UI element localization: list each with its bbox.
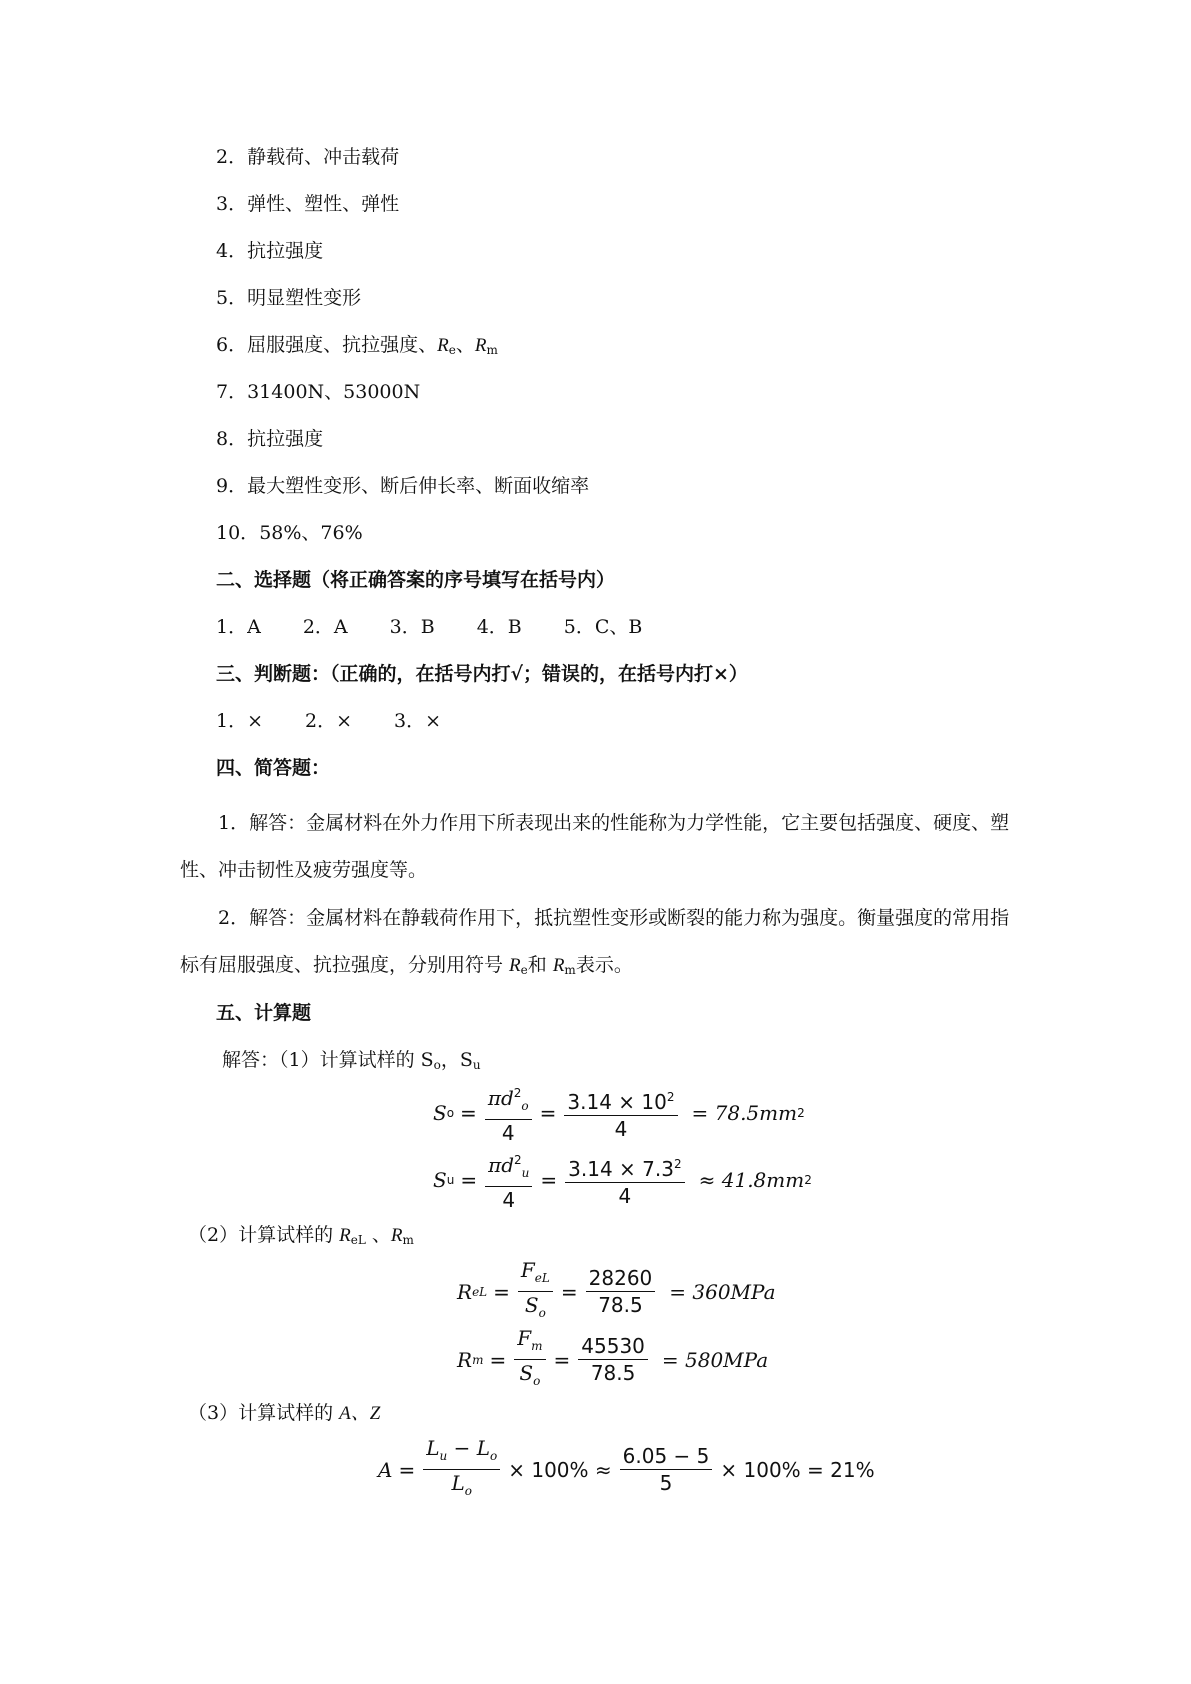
section5-heading: 五、计算题 xyxy=(216,1002,312,1024)
section3-answers: 1．× 2．× 3．× xyxy=(216,710,442,732)
formula-rel: R eL = $\frac{F_{eL}}{S_o}$ = $\frac{28260}{78.5}$ = 360MPa xyxy=(457,1258,776,1320)
short-answer-2: 2．解答：金属材料在静载荷作用下，抵抗塑性变形或断裂的能力称为强度。衡量强度的常用指标有屈服强度、抗拉强度，分别用符号 $R_e$和 $R_m$表示。 xyxy=(180,907,1010,977)
fill-answer-6: 6．屈服强度、抗拉强度、$R_e$、$R_m$ xyxy=(216,334,498,357)
section4-heading: 四、简答题： xyxy=(216,757,331,779)
fill-answer-8: 8．抗拉强度 xyxy=(216,428,324,450)
formula-a: A = $\frac{L_u - L_o}{L_o}$ × 100% ≈ $\frac{6.05 - 5}{5}$ × 100% = 21% xyxy=(378,1436,875,1498)
formula-so: S o = $\frac{\pi d^2_o}{4}$ = $\frac{3.14 \times 10^2}{4}$ = 78.5mm 2 xyxy=(433,1082,805,1144)
calc-step-3: （3）计算试样的 A、Z xyxy=(188,1402,381,1424)
section3-heading: 三、判断题：（正确的，在括号内打√；错误的，在括号内打×） xyxy=(216,663,748,685)
calc-step-1: 解答：（1）计算试样的 $S_o$，$S_u$ xyxy=(222,1049,481,1072)
short-answer-1: 1．解答：金属材料在外力作用下所表现出来的性能称为力学性能，它主要包括强度、硬度、塑性、冲击韧性及疲劳强度等。 xyxy=(180,812,1010,881)
fill-answer-9: 9．最大塑性变形、断后伸长率、断面收缩率 xyxy=(216,475,590,497)
fill-answer-2: 2．静载荷、冲击载荷 xyxy=(216,146,400,168)
section2-answers: 1．A 2．A 3．B 4．B 5．C、B xyxy=(216,616,643,638)
fill-answer-3: 3．弹性、塑性、弹性 xyxy=(216,193,400,215)
calc-step-2: （2）计算试样的 $R_{eL}$ 、$R_m$ xyxy=(188,1224,414,1247)
fill-answer-10: 10．58%、76% xyxy=(216,522,363,544)
fill-answer-5: 5．明显塑性变形 xyxy=(216,287,362,309)
formula-su: S u = $\frac{\pi d^2_u}{4}$ = $\frac{3.14 \times 7.3^2}{4}$ ≈ 41.8mm 2 xyxy=(433,1149,812,1211)
fill-answer-4: 4．抗拉强度 xyxy=(216,240,324,262)
formula-rm: R m = $\frac{F_m}{S_o}$ = $\frac{45530}{78.5}$ = 580MPa xyxy=(457,1326,769,1388)
fill-answer-7: 7．31400N、53000N xyxy=(216,381,421,403)
section2-heading: 二、选择题（将正确答案的序号填写在括号内） xyxy=(216,569,616,591)
